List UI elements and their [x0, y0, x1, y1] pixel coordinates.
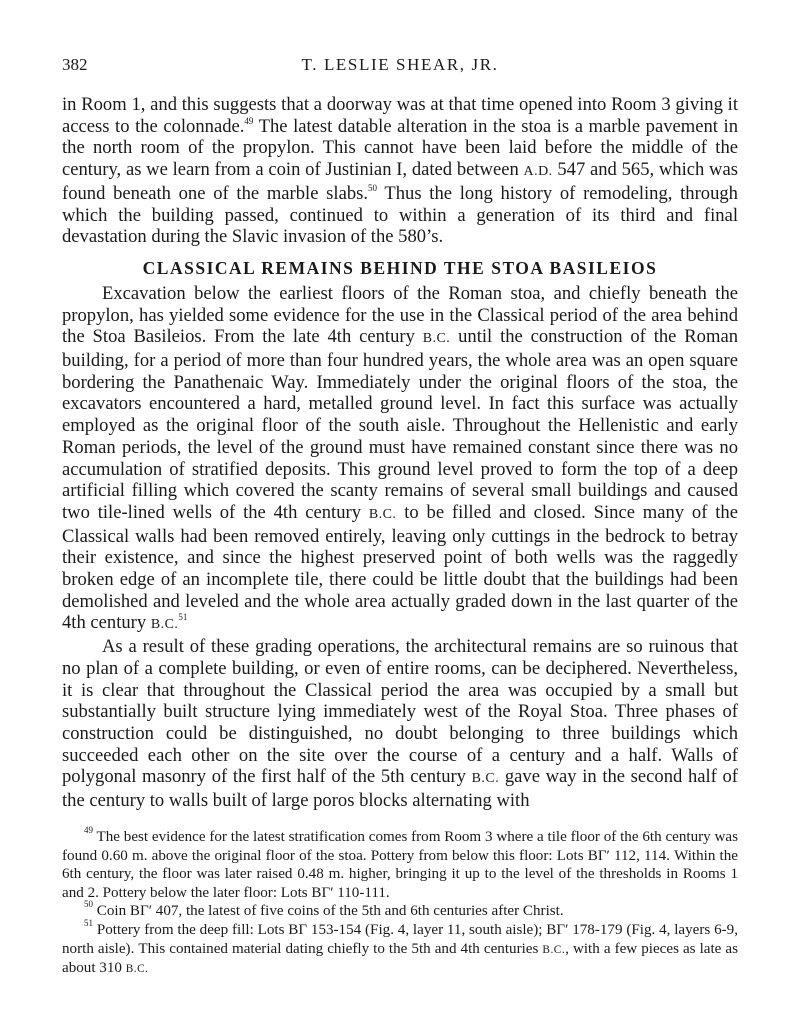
page-header: [62, 55, 738, 79]
text-run: to be filled and closed. Since many of the Classical walls had been removed entirely, leaving only cuttings in the bedrock to betray their existence, and since the highest preserved point of both wells was the raggedly broken edge of an incomplete tile, there could be little doubt that the buildings had been demolished and leveled and the whole area actually graded down in the last quarter of the 4th century: [62, 501, 738, 634]
text-run: 547 and 565, which was found beneath one of the marble slabs.: [62, 159, 738, 204]
text-run: The latest datable alteration in the stoa is a marble pavement in the north room of the propylon. This cannot have been laid before the middle of the century, as we learn from a coin of Justinian I, dated between: [62, 115, 738, 181]
era-abbrev: B.C.: [150, 617, 179, 633]
paragraph-2: [62, 283, 738, 636]
text-run: As a result of these grading operations, the architectural remains are so ruinous that no plan of a complete building, or even of entire rooms, can be deciphered. Nevertheless, it is clear that throughout the Classical period the area was occupied by a small but substantially built structure lying immediately west of the Royal Stoa. Three phases of construction could be distinguished, no doubt belonging to three buildings which succeeded each other on the site over the course of a century and a half. Walls of polygonal masonry of the first half of the 5th century: [62, 636, 738, 788]
footnote-text: Pottery from the deep fill: Lots BΓ 153-154 (Fig. 4, layer 11, south aisle); BΓ′ 178-179 (Fig. 4, layers 6-9, north aisle). This contained material dating chiefly to the 5th and 4th centuries: [62, 921, 738, 957]
section-heading: CLASSICAL REMAINS BEHIND THE STOA BASILEIOS: [142, 257, 658, 278]
paragraph-3: [62, 636, 738, 812]
text-run: until the construction of the Roman building, for a period of more than four hundred years, the whole area was an open square bordering the Panathenaic Way. Immediately under the original floors of the stoa, the excavators encountered a hard, metalled ground level. In fact this surface was actually employed as the original floor of the south aisle. Throughout the Hellenistic and early Roman periods, the level of the ground must have remained constant since there was no accumulation of stratified deposits. This ground level proved to form the top of a deep artificial filling which covered the scanty remains of several small buildings and caused two tile-lined wells of the 4th century: [62, 326, 738, 523]
footnote-number: 50: [84, 899, 93, 910]
text-run: Excavation below the earliest floors of the Roman stoa, and chiefly beneath the propylon, has yielded some evidence for the use in the Classical period of the area behind the Stoa Basileios. From the late 4th century: [62, 282, 738, 348]
text-run: in Room 1, and this suggests that a doorway was at that time opened into Room 3 giving it access to the colonnade.: [62, 94, 738, 137]
running-head: T. LESLIE SHEAR, JR.: [301, 55, 499, 74]
paragraph-1: [62, 94, 738, 248]
footnote-ref-50[interactable]: 50: [368, 182, 378, 193]
page-number: 382: [62, 55, 88, 74]
footnote-number: 51: [84, 917, 93, 928]
footnote-text: The best evidence for the latest stratification comes from Room 3 where a tile floor of the 6th century was found 0.60 m. above the original floor of the stoa. Pottery from below this floor: Lots BΓ′ 112, 114. Within the 6th century, the floor was later raised 0.48 m. higher, bringing it up to the level of the thresholds in Rooms 1 and 2. Pottery below the later floor: Lots BΓ′ 110-111.: [62, 829, 738, 901]
footnote-ref-51[interactable]: 51: [178, 612, 188, 623]
footnote-ref-49[interactable]: 49: [244, 115, 254, 126]
era-abbrev: B.C.: [368, 506, 397, 522]
footnotes: [62, 825, 738, 979]
era-abbrev: A.D.: [523, 164, 553, 180]
era-abbrev: B.C.: [542, 943, 566, 956]
main-text: [62, 94, 738, 812]
text-run: gave way in the second half of the century to walls built of large poros blocks alternating with: [62, 766, 739, 812]
era-abbrev: B.C.: [471, 771, 500, 787]
footnote-49: [62, 825, 738, 902]
text-run: Thus the long history of remodeling, through which the building passed, continued to within a generation of its third and final devastation during the Slavic invasion of the 580’s.: [62, 182, 738, 248]
era-abbrev: B.C.: [422, 331, 451, 347]
footnote-text: , with a few pieces as late as about 310: [62, 940, 738, 977]
era-abbrev: B.C.: [125, 963, 149, 976]
footnote-50: [62, 899, 738, 921]
footnote-51: [62, 917, 738, 979]
footnote-number: 49: [84, 825, 93, 835]
footnote-text: Coin BΓ′ 407, the latest of five coins of the 5th and 6th centuries after Christ.: [93, 903, 564, 920]
